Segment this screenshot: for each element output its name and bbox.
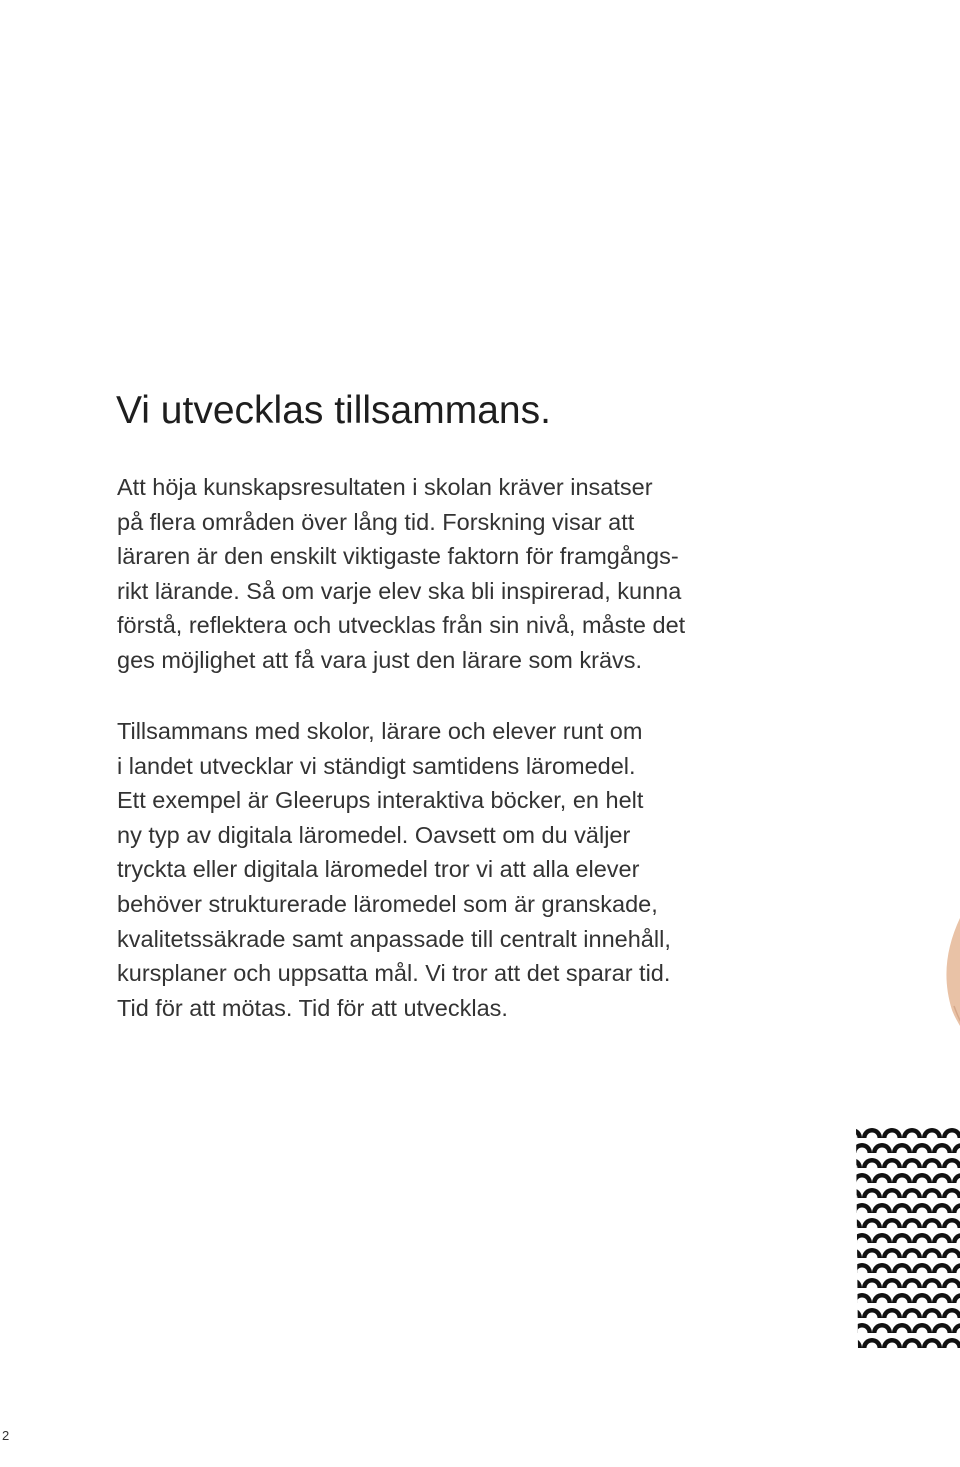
text-line: läraren är den enskilt viktigaste faktorn för framgångs- [117, 543, 679, 570]
text-line: ges möjlighet att få vara just den lärare som krävs. [117, 646, 643, 673]
paragraph-1 [117, 470, 685, 678]
text-line: kursplaner och uppsatta mål. Vi tror att det sparar tid. [117, 960, 671, 987]
text-line: Att höja kunskapsresultaten i skolan kräver insatser [117, 474, 653, 500]
text-line: på flera områden över lång tid. Forskning visar att [117, 508, 635, 535]
page-title: Vi utvecklas tillsammans. [116, 389, 551, 432]
text-line: Ett exempel är Gleerups interaktiva böcker, en helt [117, 787, 644, 814]
text-line: Tid för att mötas. Tid för att utvecklas. [117, 994, 508, 1021]
text-line: tryckta eller digitala läromedel tror vi att alla elever [117, 856, 640, 883]
text-line: Tillsammans med skolor, lärare och elever runt om [117, 718, 643, 744]
scallop-pattern-icon [852, 1122, 960, 1352]
text-line: behöver strukturerade läromedel som är granskade, [117, 890, 658, 917]
paragraph-2 [117, 714, 671, 1025]
text-line: förstå, reflektera och utvecklas från sin nivå, måste det [117, 612, 686, 639]
text-line: ny typ av digitala läromedel. Oavsett om du väljer [117, 821, 631, 848]
page-number: 2 [2, 1428, 10, 1443]
arm-photo-fragment [938, 918, 960, 1038]
text-line: rikt lärande. Så om varje elev ska bli inspirerad, kunna [117, 577, 682, 604]
text-line: i landet utvecklar vi ständigt samtidens läromedel. [117, 752, 636, 779]
text-line: kvalitetssäkrade samt anpassade till centralt innehåll, [117, 925, 671, 952]
